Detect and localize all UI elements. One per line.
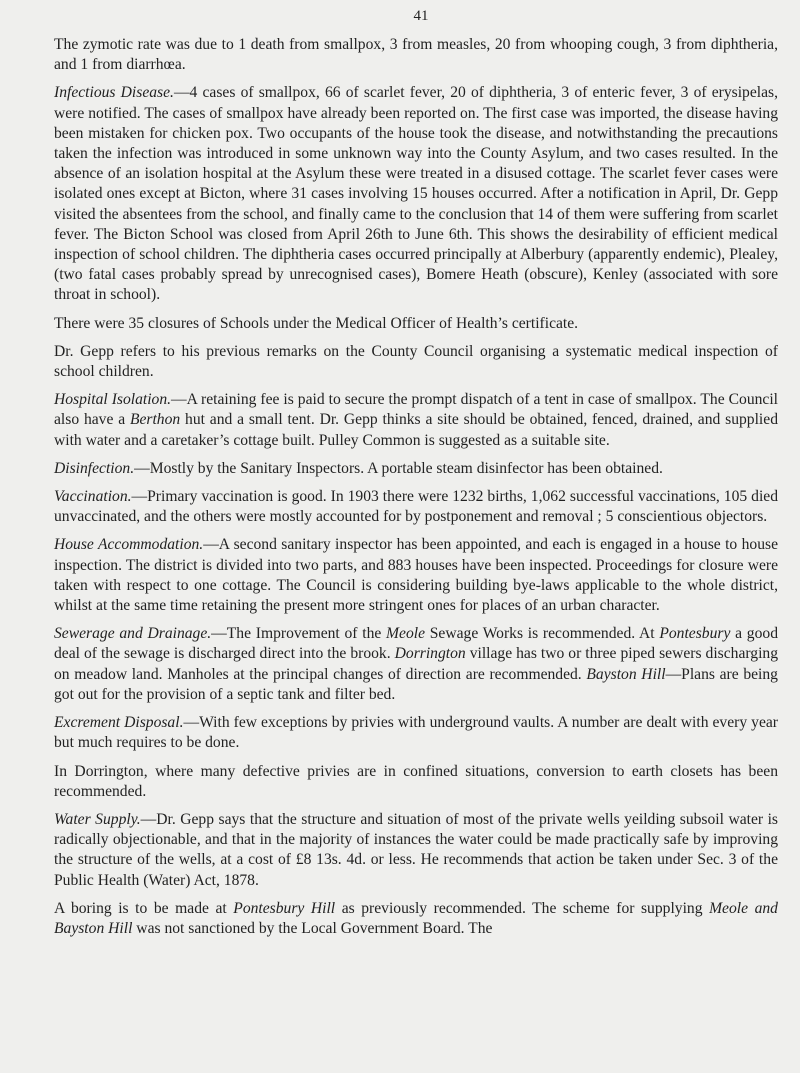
section-heading: Water Supply. [54,810,141,828]
paragraph-excrement-disposal [54,713,778,753]
text: village has two or three piped sewers discharging on meadow land. Manholes at the principal changes of direction are recommended. [54,645,778,683]
paragraph-water-supply [54,810,778,891]
text-italic: Dorrington [394,645,466,663]
text: was not sanctioned by the Local Government Board. The [132,919,493,937]
text: Sewage Works is recommended. At [425,625,660,643]
text: —4 cases of smallpox, 66 of scarlet fever, 20 of diphtheria, 3 of enteric fever, 3 of erysipelas, were notified. The cases of smallpox have already been reported on. The first case was imported, the disease having been mistaken for chicken pox. Two occupants of the house took the disease, and notwithstanding the precautions taken the infection was introduced in some unknown way into the County Asylum, and two cases resulted. In the absence of an isolation hospital at the Asylum these were treated in a disused cottage. The scarlet fever cases were isolated ones except at Bicton, where 31 cases involving 15 houses occurred. After a notification in April, Dr. Gepp visited the absentees from the school, and finally came to the conclusion that 14 of them were suffering from scarlet fever. The Bicton School was closed from April 26th to June 6th. This shows the desirability of efficient medical inspection of school children. The diphtheria cases occurred principally at Alberbury (apparently endemic), Plealey, (two fatal cases probably spread by unrecognised cases), Bomere Heath (obscure), Kenley (associated with sore throat in school). [54,84,778,304]
section-heading: Sewerage and Drainage. [54,625,212,643]
text: Dr. Gepp refers to his previous remarks on the County Council organising a systematic medical inspection of school children. [54,342,778,381]
paragraph-disinfection [54,459,778,479]
text: —Mostly by the Sanitary Inspectors. A portable steam disinfector has been obtained. [134,459,663,477]
text: —Primary vaccination is good. In 1903 there were 1232 births, 1,062 successful vaccinations, 105 died unvaccinated, and the others were mostly accounted for by postponement and removal ; 5 conscientious objectors. [54,488,778,526]
section-heading: Disinfection. [54,459,135,477]
paragraph-house-accommodation [54,535,778,616]
section-heading: Infectious Disease. [54,84,174,102]
text: —A retaining fee is paid to secure the prompt dispatch of a tent in case of smallpox. The Council also have a [54,391,778,429]
text: In Dorrington, where many defective privies are in confined situations, conversion to earth closets has been recommended. [54,762,778,800]
text-italic: Pontesbury Hill [233,899,336,917]
section-heading: House Accommodation. [54,536,204,554]
text-italic: Pontesbury [659,625,731,643]
paragraph-infectious-disease [54,83,778,305]
paragraph-boring [54,899,778,939]
text: —Plans are being got out for the provision of a septic tank and filter bed. [54,665,778,703]
text: A boring is to be made at [54,899,234,917]
page-number: 41 [413,8,429,24]
paragraph-hospital-isolation [54,390,778,451]
text: hut and a small tent. Dr. Gepp thinks a site should be obtained, fenced, drained, and supplied with water and a caretaker’s cottage built. Pulley Common is suggested as a suitable site. [54,411,778,449]
paragraph-medical-inspection [54,342,778,382]
text: as previously recommended. The scheme for supplying [335,899,710,917]
section-heading: Excrement Disposal. [54,714,184,732]
section-heading: Vaccination. [54,488,132,506]
text: —With few exceptions by privies with underground vaults. A number are dealt with every year but much requires to be done. [54,714,778,752]
text: There were 35 closures of Schools under the Medical Officer of Health’s certificate. [54,314,579,332]
paragraph-vaccination [54,487,778,527]
text: —Dr. Gepp says that the structure and situation of most of the private wells yeilding subsoil water is radically objectionable, and that in the majority of instances the water could be made practically safe by improving the structure of the wells, at a cost of £8 13s. 4d. or less. He recommends that action be taken under Sec. 3 of the Public Health (Water) Act, 1878. [54,810,778,889]
text: The zymotic rate was due to 1 death from smallpox, 3 from measles, 20 from whooping cough, 3 from diphtheria, and 1 from diarrhœa. [54,36,778,74]
text-italic: Meole [386,625,425,643]
text: —The Improvement of the [211,625,387,643]
text-italic: Berthon [129,411,181,429]
paragraph-sewerage-drainage [54,624,778,705]
text: a good deal of the sewage is discharged direct into the brook. [54,625,778,663]
section-heading: Hospital Isolation. [54,391,172,409]
text-italic: Bayston Hill [586,665,666,683]
text: —A second sanitary inspector has been appointed, and each is engaged in a house to house inspection. The district is divided into two parts, and 883 houses have been inspected. Proceedings for closure were taken with respect to one cottage. The Council is considering building bye-laws applicable to the whole district, whilst at the same time retaining the present more stringent ones for places of an urban character. [54,536,778,615]
paragraph-school-closures [54,314,778,334]
paragraph-zymotic-rate [54,35,778,75]
text-italic: Meole and Bayston Hill [54,899,778,937]
paragraph-dorrington-privies [54,762,778,802]
